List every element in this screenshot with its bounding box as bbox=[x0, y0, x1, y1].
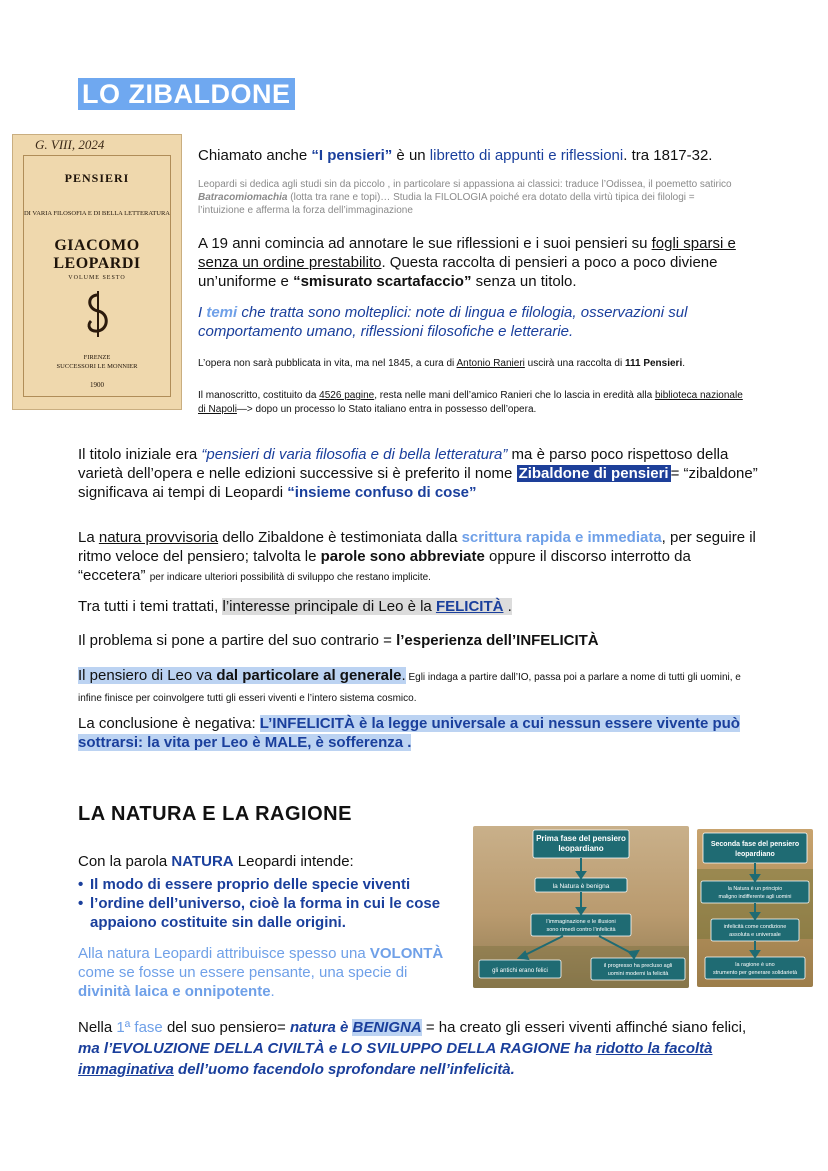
book-volume-line: VOLUME SESTO bbox=[68, 275, 126, 281]
diagram2-text-1b: leopardiano bbox=[735, 851, 775, 858]
provisional-nature-paragraph: La natura provvisoria dello Zibaldone è testimoniata dalla scrittura rapida e immediata, per seguire il ritmo veloce del pensiero; talvolta le parole sono abbreviate oppure il discorso interrotto da “eccetera” per indicare ulteriori possibilità di sviluppo che restano implicite. bbox=[78, 529, 756, 584]
book-subtitle-line: DI VARIA FILOSOFIA E DI BELLA LETTERATURA bbox=[23, 210, 170, 217]
diagram1-text-3b: sono rimedi contro l’infelicità bbox=[546, 927, 616, 933]
diagram1-text-1b: leopardiano bbox=[558, 844, 604, 853]
book-year: 1900 bbox=[90, 381, 104, 389]
nature-will-paragraph: Alla natura Leopardi attribuisce spesso una VOLONTÀ come se fosse un essere pensante, una specie di divinità laica e onnipotente. bbox=[78, 945, 444, 1000]
book-publisher-name: SUCCESSORI LE MONNIER bbox=[56, 363, 138, 370]
diagram1-text-1a: Prima fase del pensiero bbox=[536, 834, 626, 843]
diagram1-text-2: la Natura è benigna bbox=[552, 883, 610, 890]
conclusion-paragraph: La conclusione è negativa: L’INFELICITÀ è la legge universale a cui nessun essere vivente può sottrarsi: la vita per Leo è MALE, è sofferenza . bbox=[78, 715, 740, 751]
nature-bullet-1: • Il modo di essere proprio delle specie viventi bbox=[78, 876, 411, 893]
book-cover-image bbox=[12, 134, 182, 410]
intro-paragraph-1: Chiamato anche “I pensieri” è un libretto di appunti e riflessioni. tra 1817-32. bbox=[198, 147, 713, 164]
unhappiness-paragraph: Il problema si pone a partire del suo contrario = l’esperienza dell’INFELICITÀ bbox=[78, 632, 599, 649]
diagram1-text-3a: l’immaginazione e le illusioni bbox=[546, 919, 616, 925]
diagram2-text-2b: maligno indifferente agli uomini bbox=[718, 894, 792, 900]
book-publisher bbox=[13, 353, 181, 371]
page-title: LO ZIBALDONE bbox=[78, 78, 295, 110]
section-title: LA NATURA E LA RAGIONE bbox=[78, 803, 352, 825]
book-handwriting: G. VIII, 2024 bbox=[35, 137, 105, 152]
intro-paragraph-2: Leopardi si dedica agli studi sin da piccolo , in particolare si appassiona ai classici: traduce l’Odissea, il poemetto satirico Batracomiomachia (lotta tra rane e topi)… Studia la FILOLOGIA poiché era dotato della virtù tipica dei filologi = l’intuizione e afferma la forza dell’immaginazione bbox=[198, 179, 732, 216]
diagram2-text-4a: la ragione è uno bbox=[735, 962, 775, 968]
book-city: FIRENZE bbox=[83, 354, 111, 361]
book-title-line: PENSIERI bbox=[64, 171, 130, 185]
happiness-paragraph: Tra tutti i temi trattati, l’interesse principale di Leo è la FELICITÀ . bbox=[78, 598, 512, 615]
ornament-icon bbox=[79, 291, 117, 337]
nature-bullet-list bbox=[78, 875, 458, 932]
first-phase-diagram bbox=[473, 826, 689, 988]
nature-bullet-2: • l’ordine dell’universo, cioè la forma in cui le cose appaiono costituite sin dalle origini. bbox=[78, 895, 441, 931]
diagram2-text-1a: Seconda fase del pensiero bbox=[710, 841, 800, 848]
diagram1-text-5b: uomini moderni la felicità bbox=[607, 971, 669, 977]
diagram2-box-title bbox=[703, 833, 807, 863]
diagram2-text-2a: la Natura è un principio bbox=[727, 886, 783, 892]
particular-general-paragraph: Il pensiero di Leo va dal particolare al generale. Egli indaga a partire dall’IO, passa poi a parlare a nome di tutti gli uomini, e infine finisce per coinvolgere tutti gli esseri viventi e l’intero sistema cosmico. bbox=[78, 667, 741, 704]
diagram2-text-3a: infelicità come condizione bbox=[723, 924, 787, 930]
intro-paragraph-5: L’opera non sarà pubblicata in vita, ma nel 1845, a cura di Antonio Ranieri uscirà una raccolta di 111 Pensieri. bbox=[198, 358, 686, 369]
first-phase-paragraph: Nella 1ª fase del suo pensiero= natura è BENIGNA = ha creato gli esseri viventi affinché siano felici, ma l’EVOLUZIONE DELLA CIVILTÀ e LO SVILUPPO DELLA RAGIONE ha ridotto la facoltà immaginativa dell’uomo facendolo sprofondare nell’infelicità. bbox=[78, 1019, 747, 1078]
nature-definition: Con la parola NATURA Leopardi intende: bbox=[78, 853, 354, 870]
diagram1-text-5a: il progresso ha precluso agli bbox=[603, 963, 673, 969]
diagram2-text-3b: assoluta e universale bbox=[729, 932, 781, 938]
intro-paragraph-3: A 19 anni comincia ad annotare le sue riflessioni e i suoi pensieri su fogli sparsi e senza un ordine prestabilito. Questa raccolta di pensieri a poco a poco diviene un’uniforme e “smisurato scartafaccio” senza un titolo. bbox=[198, 235, 736, 290]
book-author-line: GIACOMO LEOPARDI bbox=[53, 237, 141, 272]
diagram2-text-4b: strumento per generare solidarietà bbox=[712, 970, 798, 976]
intro-paragraph-6: Il manoscritto, costituito da 4526 pagine, resta nelle mani dell’amico Ranieri che lo lascia in eredità alla biblioteca nazionale di Napoli—> dopo un processo lo Stato italiano entra in possesso dell’opera. bbox=[198, 390, 743, 415]
title-paragraph: Il titolo iniziale era “pensieri di varia filosofia e di bella letteratura” ma è parso poco rispettoso della varietà dell’opera e nelle edizioni successive si è preferito il nome Zibaldone di pensieri = “zibaldone” significava ai tempi di Leopardi “insieme confuso di cose” bbox=[78, 446, 758, 501]
second-phase-diagram bbox=[697, 829, 813, 987]
intro-paragraph-4: I temi che tratta sono molteplici: note di lingua e filologia, osservazioni sul comportamento umano, riflessioni filosofiche e letterarie. bbox=[198, 304, 688, 340]
diagram1-text-4: gli antichi erano felici bbox=[492, 968, 548, 974]
